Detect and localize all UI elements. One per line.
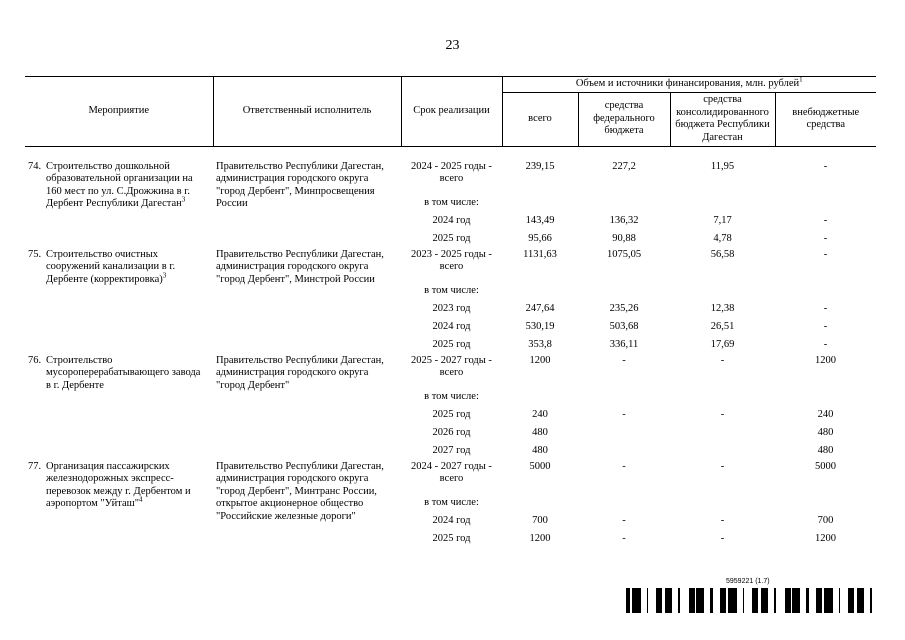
table-body <box>25 161 876 549</box>
activity-text <box>46 249 206 287</box>
regional-cell: 11,95 <box>710 160 735 172</box>
regional-cell: - <box>720 515 725 527</box>
empty-cell <box>502 195 578 213</box>
barcode-label: 5959221 (1.7) <box>726 578 770 585</box>
responsible-cell: Правительство Республики Дагестан, администрация городского округа "город Дербент", Минстрой России <box>216 248 384 285</box>
federal-cell: 235,26 <box>609 303 639 315</box>
table-row <box>25 355 876 389</box>
extra-cell: - <box>823 303 828 315</box>
empty-cell <box>578 389 670 407</box>
empty-cell <box>578 495 670 513</box>
activity-name: Строительство дошкольной образовательной организации на 160 мест по ул. С.Дрожжина в г. Дербент Республики Дагестан <box>46 160 193 210</box>
federal-cell: 503,68 <box>609 321 639 333</box>
including-label: в том числе: <box>424 197 479 209</box>
activity-name: Строительство очистных сооружений канализации в г. Дербенте (корректировка) <box>46 248 176 285</box>
empty-cell <box>670 195 775 213</box>
federal-cell <box>578 425 670 443</box>
year-term-cell: 2024 год <box>432 515 471 527</box>
empty-cell <box>502 495 578 513</box>
federal-cell: - <box>622 533 626 545</box>
regional-cell: - <box>720 533 725 545</box>
empty-cell <box>775 283 876 301</box>
regional-cell: - <box>720 460 725 472</box>
activity-text <box>46 355 206 393</box>
total-cell: 480 <box>532 445 548 457</box>
extra-cell: - <box>823 215 828 227</box>
empty-cell <box>775 195 876 213</box>
empty-cell <box>670 389 775 407</box>
total-cell: 1200 <box>529 354 551 366</box>
federal-cell: - <box>622 354 626 366</box>
financing-group-label: Объем и источники финансирования, млн. рублей <box>575 78 800 89</box>
term-cell: 2025 - 2027 годы - всего <box>411 354 492 379</box>
header-total: всего <box>502 92 578 146</box>
federal-cell <box>578 443 670 461</box>
regional-cell: 4,78 <box>713 233 732 245</box>
term-cell: 2024 - 2027 годы - всего <box>411 460 492 485</box>
row-number: 75. <box>28 248 42 260</box>
total-cell: 353,8 <box>528 339 552 351</box>
responsible-cell: Правительство Республики Дагестан, администрация городского округа "город Дербент", Минпросвещения России <box>216 160 384 210</box>
table-row <box>25 249 876 283</box>
regional-cell <box>670 425 775 443</box>
term-cell: 2023 - 2025 годы - всего <box>411 248 492 273</box>
empty-cell <box>502 389 578 407</box>
regional-cell <box>670 443 775 461</box>
header-regional: средства консолидированного бюджета Республики Дагестан <box>670 92 775 146</box>
extra-cell: - <box>823 233 828 245</box>
header-responsible: Ответственный исполнитель <box>213 77 401 147</box>
federal-cell: 136,32 <box>609 215 639 227</box>
total-cell: 5000 <box>529 460 551 472</box>
total-cell: 1131,63 <box>523 248 557 260</box>
row-number: 76. <box>28 354 42 366</box>
activity-text <box>46 161 206 211</box>
extra-cell: 700 <box>817 515 834 527</box>
regional-cell: 12,38 <box>710 303 735 315</box>
regional-cell: 26,51 <box>710 321 735 333</box>
total-cell: 1200 <box>529 533 551 545</box>
year-term-cell: 2023 год <box>432 303 471 315</box>
including-label: в том числе: <box>424 391 479 403</box>
activity-cell <box>25 161 213 249</box>
total-cell: 240 <box>532 409 548 421</box>
empty-cell <box>578 283 670 301</box>
activity-cell <box>25 461 213 549</box>
header-financing-group <box>502 77 876 93</box>
regional-cell: - <box>720 409 725 421</box>
table-row <box>25 161 876 195</box>
federal-cell: 227,2 <box>612 160 636 172</box>
extra-cell: 1200 <box>815 354 836 366</box>
extra-cell: 480 <box>817 427 834 439</box>
year-term-cell: 2027 год <box>432 445 471 457</box>
page-number: 23 <box>445 38 460 53</box>
table-row <box>25 461 876 495</box>
header-extra: внебюджетные средства <box>775 92 876 146</box>
federal-cell: 336,11 <box>609 339 639 351</box>
responsible-cell: Правительство Республики Дагестан, администрация городского округа "город Дербент" <box>216 354 384 391</box>
total-cell: 143,49 <box>525 215 555 227</box>
extra-cell: - <box>823 248 828 260</box>
year-term-cell: 2025 год <box>432 533 471 545</box>
responsible-cell: Правительство Республики Дагестан, администрация городского округа "город Дербент", Минтранс России, открытое акционерное общество "Российские железные дороги" <box>216 460 384 522</box>
term-cell: 2024 - 2025 годы - всего <box>411 160 492 185</box>
total-cell: 95,66 <box>528 233 552 245</box>
activity-name: Организация пассажирских железнодорожных экспресс-перевозок между г. Дербентом и аэропортом "Уйташ" <box>46 460 191 510</box>
regional-cell: 17,69 <box>710 339 735 351</box>
barcode <box>626 588 878 613</box>
total-cell: 480 <box>532 427 548 439</box>
including-label: в том числе: <box>424 285 479 297</box>
empty-cell <box>670 283 775 301</box>
extra-cell: 5000 <box>815 460 836 472</box>
activity-cell <box>25 249 213 355</box>
extra-cell: 1200 <box>815 533 836 545</box>
extra-cell: - <box>823 160 828 172</box>
activity-name: Строительство мусороперерабатывающего завода в г. Дербенте <box>46 354 201 391</box>
empty-cell <box>670 495 775 513</box>
year-term-cell: 2026 год <box>432 427 471 439</box>
header-activity: Мероприятие <box>25 77 213 147</box>
extra-cell: - <box>823 339 828 351</box>
empty-cell <box>502 283 578 301</box>
year-term-cell: 2024 год <box>432 215 471 227</box>
total-cell: 700 <box>532 515 548 527</box>
header-federal: средства федерального бюджета <box>578 92 670 146</box>
including-label: в том числе: <box>424 497 479 509</box>
activity-footnote: 3 <box>181 195 186 204</box>
total-cell: 530,19 <box>525 321 555 333</box>
year-term-cell: 2025 год <box>432 233 471 245</box>
federal-cell: - <box>622 409 626 421</box>
activity-cell <box>25 355 213 461</box>
empty-cell <box>578 195 670 213</box>
financing-footnote: 1 <box>799 75 803 84</box>
regional-cell: 56,58 <box>710 248 735 260</box>
total-cell: 239,15 <box>525 160 555 172</box>
empty-cell <box>775 495 876 513</box>
year-term-cell: 2024 год <box>432 321 471 333</box>
activity-text <box>46 461 206 511</box>
header-term: Срок реализации <box>401 77 502 147</box>
regional-cell: 7,17 <box>713 215 732 227</box>
federal-cell: - <box>622 515 626 527</box>
regional-cell: - <box>720 354 725 366</box>
activity-footnote: 4 <box>138 495 143 504</box>
extra-cell: 240 <box>817 409 834 421</box>
extra-cell: - <box>823 321 828 333</box>
row-number: 74. <box>28 160 42 172</box>
financing-table <box>25 76 876 549</box>
federal-cell: 1075,05 <box>606 248 642 260</box>
activity-footnote: 3 <box>162 271 167 280</box>
federal-cell: - <box>622 460 626 472</box>
year-term-cell: 2025 год <box>432 409 471 421</box>
total-cell: 247,64 <box>525 303 555 315</box>
year-term-cell: 2025 год <box>432 339 471 351</box>
extra-cell: 480 <box>817 445 834 457</box>
empty-cell <box>775 389 876 407</box>
federal-cell: 90,88 <box>612 233 636 245</box>
row-number: 77. <box>28 460 42 472</box>
